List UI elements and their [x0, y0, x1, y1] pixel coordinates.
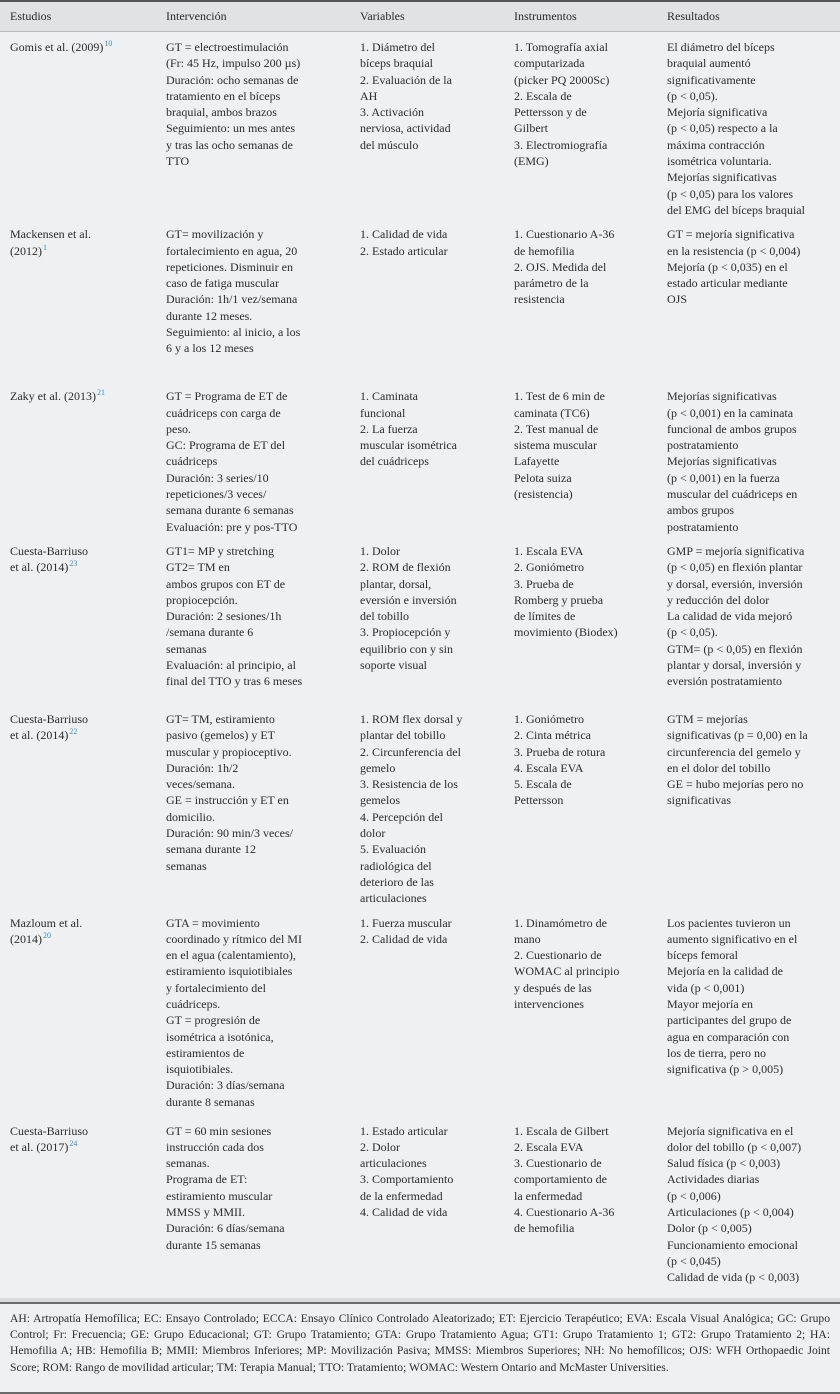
results-cell	[667, 388, 840, 535]
header-variables: Variables	[360, 9, 405, 24]
results-cell	[667, 39, 840, 218]
reference-link[interactable]: 22	[69, 727, 78, 737]
reference-link[interactable]: 24	[69, 1138, 78, 1148]
instruments-text: 1. Escala de Gilbert 2. Escala EVA 3. Cuestionario de comportamiento de la enfermedad 4. Cuestionario A-36 de hemofilia	[514, 1123, 615, 1236]
study-text: Mackensen et al. (2012)	[10, 227, 91, 258]
reference-link[interactable]: 10	[104, 39, 113, 48]
study-text: Zaky et al. (2013)	[10, 389, 96, 404]
results-cell	[667, 711, 840, 907]
intervention-cell	[166, 226, 360, 380]
study-cell	[0, 711, 166, 907]
study-cell	[0, 388, 166, 535]
study-cell	[0, 39, 166, 218]
table-row	[0, 32, 840, 220]
study-cell	[0, 915, 166, 1115]
results-text: GTM = mejorías significativas (p = 0,00) en la circunferencia del gemelo y en el dolor del tobillo GE = hubo mejorías pero no significativas	[667, 711, 808, 808]
instruments-text: 1. Test de 6 min de caminata (TC6) 2. Test manual de sistema muscular Lafayette Pelota suiza (resistencia)	[514, 389, 605, 502]
intervention-cell	[166, 388, 360, 535]
header-studies: Estudios	[10, 9, 52, 24]
variables-cell	[360, 226, 514, 380]
study-text: Cuesta-Barriuso et al. (2014)	[10, 711, 88, 743]
results-cell	[667, 543, 840, 703]
table-row	[0, 705, 840, 909]
instruments-text: 1. Cuestionario A-36 de hemofilia 2. OJS. Medida del parámetro de la resistencia	[514, 227, 615, 307]
variables-text: 1. Diámetro del bíceps braquial 2. Evaluación de la AH 3. Activación nerviosa, actividad del músculo	[360, 40, 452, 152]
results-text: Mejorías significativas (p < 0,001) en la caminata funcional de ambos grupos postratamiento Mejorías significativas (p < 0,001) en la fuerza muscular del cuádriceps en ambos grupos postratamiento	[667, 389, 798, 534]
variables-cell	[360, 39, 514, 218]
intervention-text: GT1= MP y stretching GT2= TM en ambos grupos con ET de propiocepción. Duración: 2 sesiones/1h /semana durante 6 semanas Evaluación: al principio, al final del TTO y tras 6 meses	[166, 543, 303, 689]
instruments-cell	[514, 543, 667, 703]
intervention-text: GT = 60 min sesiones instrucción cada dos semanas. Programa de ET: estiramiento muscular MMSS y MMII. Duración: 6 días/semana durante 15 semanas	[166, 1123, 285, 1252]
instruments-text: 1. Escala EVA 2. Goniómetro 3. Prueba de Romberg y prueba de límites de movimiento (Biodex)	[514, 543, 618, 640]
variables-text: 1. Calidad de vida 2. Estado articular	[360, 227, 448, 258]
variables-cell	[360, 711, 514, 907]
results-cell	[667, 226, 840, 380]
abbreviations-footnote: AH: Artropatía Hemofílica; EC: Ensayo Controlado; ECCA: Ensayo Clínico Controlado Aleatorizado; ET: Ejercicio Terapéutico; EVA: Escala Visual Analógica; GC: Grupo Control; Fr: Frecuencia; GE: Grupo Educacional; GT: Grupo Tratamiento; GTA: Grupo Tratamiento Agua; GT1: Grupo Tratamiento 1; GT2: Grupo Tratamiento 2; HA: Hemofilia A; HB: Hemofilia B; MMII: Miembros Inferiores; MP: Movilización Pasiva; MMSS: Miembros Superiores; NH: No hemofílicos; OJS: WFH Orthopaedic Joint Score; ROM: Rango de movilidad articular; TM: Terapia Manual; TTO: Tratamiento; WOMAC: Western Ontario and McMaster Universities.	[0, 1302, 840, 1394]
study-text: Mazloum et al. (2014)	[10, 915, 83, 946]
instruments-text: 1. Tomografía axial computarizada (picker PQ 2000Sc) 2. Escala de Pettersson y de Gilbert 3. Electromiografía (EMG)	[514, 40, 610, 169]
header-instruments: Instrumentos	[514, 9, 577, 24]
results-text: GMP = mejoría significativa (p < 0,05) en flexión plantar y dorsal, eversión, inversión y reducción del dolor La calidad de vida mejoró (p < 0,05). GTM= (p < 0,05) en flexión plantar y dorsal, inversión y eversión postratamiento	[667, 543, 805, 689]
results-text: Los pacientes tuvieron un aumento significativo en el bíceps femoral Mejoría en la calidad de vida (p < 0,001) Mayor mejoría en participantes del grupo de agua en comparación con los de tierra, pero no significativa (p > 0,005)	[667, 915, 798, 1077]
table-row	[0, 382, 840, 537]
reference-link[interactable]: 1	[43, 242, 47, 252]
variables-text: 1. Fuerza muscular 2. Calidad de vida	[360, 915, 452, 946]
reference-link[interactable]: 20	[43, 930, 51, 940]
reference-link[interactable]: 23	[69, 559, 78, 569]
intervention-cell	[166, 543, 360, 703]
table-row	[0, 909, 840, 1117]
instruments-cell	[514, 711, 667, 907]
study-text: Gomis et al. (2009)	[10, 40, 104, 54]
study-text: Cuesta-Barriuso et al. (2017)	[10, 1123, 88, 1154]
intervention-text: GT = electroestimulación (Fr: 45 Hz, impulso 200 µs) Duración: ocho semanas de tratamiento en el bíceps braquial, ambos brazos Seguimiento: un mes antes y tras las ocho semanas de TTO	[166, 40, 301, 169]
intervention-text: GT = Programa de ET de cuádriceps con carga de peso. GC: Programa de ET del cuádriceps Duración: 3 series/10 repeticiones/3 veces/ semana durante 6 semanas Evaluación: pre y pos-TTO	[166, 389, 298, 534]
table-row	[0, 220, 840, 382]
table-body	[0, 32, 840, 1298]
variables-text: 1. Caminata funcional 2. La fuerza muscular isométrica del cuádriceps	[360, 389, 457, 469]
instruments-text: 1. Goniómetro 2. Cinta métrica 3. Prueba de rotura 4. Escala EVA 5. Escala de Pettersson	[514, 711, 606, 808]
instruments-cell	[514, 226, 667, 380]
intervention-cell	[166, 711, 360, 907]
intervention-text: GT= movilización y fortalecimiento en agua, 20 repeticiones. Disminuir en caso de fatiga muscular Duración: 1h/1 vez/semana durante 12 meses. Seguimiento: al inicio, a los 6 y a los 12 meses	[166, 227, 301, 356]
instruments-cell	[514, 388, 667, 535]
results-text: Mejoría significativa en el dolor del tobillo (p < 0,007) Salud física (p < 0,003) Actividades diarias (p < 0,006) Articulaciones (p < 0,004) Dolor (p < 0,005) Funcionamiento emocional (p < 0,045) Calidad de vida (p < 0,003)	[667, 1123, 802, 1285]
table-row	[0, 1117, 840, 1298]
variables-cell	[360, 388, 514, 535]
table-row	[0, 537, 840, 705]
header-results: Resultados	[667, 9, 720, 24]
study-text: Cuesta-Barriuso et al. (2014)	[10, 543, 88, 575]
results-text: GT = mejoría significativa en la resistencia (p < 0,004) Mejoría (p < 0,035) en el estado articular mediante OJS	[667, 227, 801, 307]
intervention-text: GTA = movimiento coordinado y rítmico del MI en el agua (calentamiento), estiramiento isquiotibiales y fortalecimiento del cuádriceps. GT = progresión de isométrica a isotónica, estiramientos de isquiotibiales. Duración: 3 días/semana durante 8 semanas	[166, 915, 302, 1109]
variables-text: 1. ROM flex dorsal y plantar del tobillo 2. Circunferencia del gemelo 3. Resistencia de los gemelos 4. Percepción del dolor 5. Evaluación radiológica del deterioro de las articulaciones	[360, 711, 463, 906]
results-cell	[667, 1123, 840, 1296]
intervention-cell	[166, 39, 360, 218]
header-intervention: Intervención	[166, 9, 227, 24]
variables-cell	[360, 543, 514, 703]
table-header-row	[0, 2, 840, 32]
intervention-text: GT= TM, estiramiento pasivo (gemelos) y ET muscular y propioceptivo. Duración: 1h/2 veces/semana. GE = instrucción y ET en domicilio. Duración: 90 min/3 veces/ semana durante 12 semanas	[166, 711, 293, 873]
variables-cell	[360, 915, 514, 1115]
variables-cell	[360, 1123, 514, 1296]
instruments-text: 1. Dinamómetro de mano 2. Cuestionario de WOMAC al principio y después de las intervenciones	[514, 915, 620, 1011]
results-cell	[667, 915, 840, 1115]
results-text: El diámetro del bíceps braquial aumentó significativamente (p < 0,05). Mejoría significativa (p < 0,05) respecto a la máxima contracción isométrica voluntaria. Mejorías significativas (p < 0,05) para los valores del EMG del bíceps braquial	[667, 40, 805, 217]
study-cell	[0, 543, 166, 703]
intervention-cell	[166, 1123, 360, 1296]
instruments-cell	[514, 1123, 667, 1296]
study-cell	[0, 226, 166, 380]
variables-text: 1. Estado articular 2. Dolor articulaciones 3. Comportamiento de la enfermedad 4. Calidad de vida	[360, 1123, 454, 1219]
reference-link[interactable]: 21	[96, 388, 105, 398]
instruments-cell	[514, 915, 667, 1115]
variables-text: 1. Dolor 2. ROM de flexión plantar, dorsal, eversión e inversión del tobillo 3. Propiocepción y equilibrio con y sin soporte visual	[360, 543, 457, 673]
study-cell	[0, 1123, 166, 1296]
instruments-cell	[514, 39, 667, 218]
intervention-cell	[166, 915, 360, 1115]
